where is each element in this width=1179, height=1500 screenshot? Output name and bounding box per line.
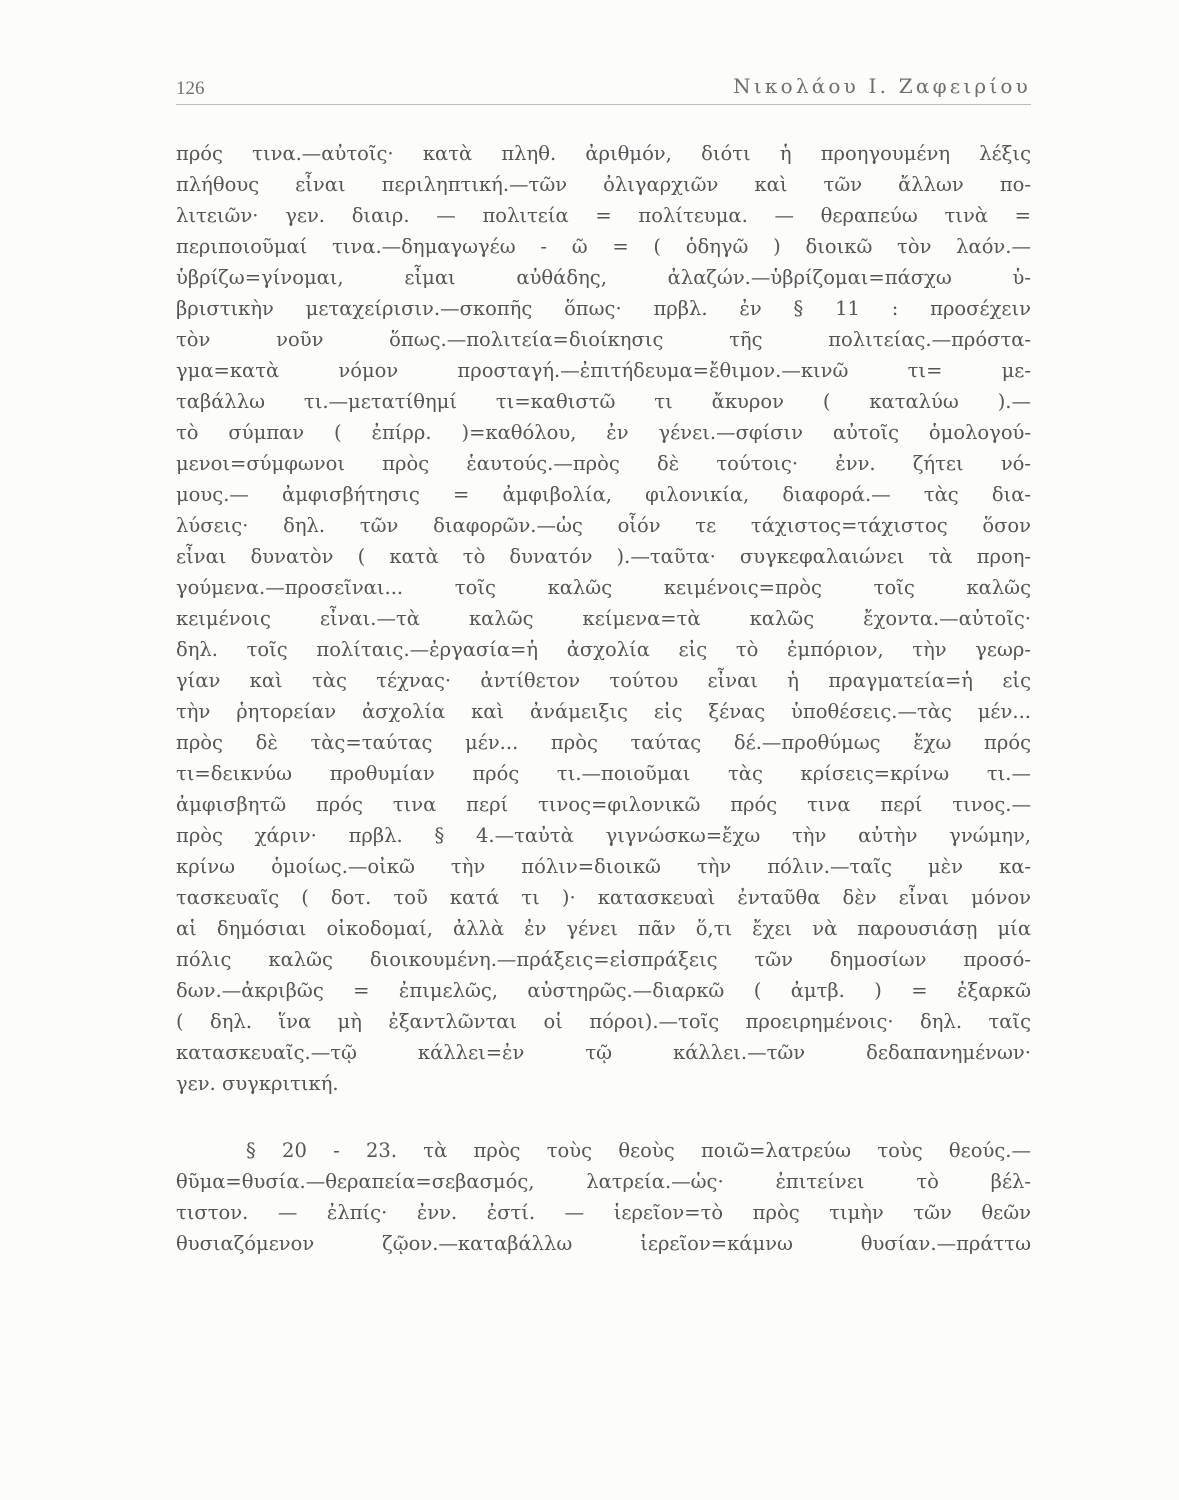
text-line: δων.—ἀκριβῶς = ἐπιμελῶς, αὐστηρῶς.—διαρκῶ ( ἀμτβ. ) = ἐξαρκῶ bbox=[176, 979, 1031, 1002]
text-line: τὴν ῥητορείαν ἀσχολία καὶ ἀνάμειξις εἰς ξένας ὑποθέσεις.—τὰς μέν... bbox=[176, 700, 1031, 723]
running-head bbox=[176, 74, 1031, 105]
text-line: ( δηλ. ἵνα μὴ ἐξαντλῶνται οἱ πόροι).—τοῖς προειρημένοις· δηλ. ταῖς bbox=[176, 1010, 1031, 1033]
text-line: μενοι=σύμφωνοι πρὸς ἑαυτούς.—πρὸς δὲ τούτοις· ἐνν. ζήτει νό- bbox=[176, 452, 1031, 475]
text-line: πρὸς χάριν· πρβλ. § 4.—ταὐτὰ γιγνώσκω=ἔχω τὴν αὐτὴν γνώμην, bbox=[176, 824, 1031, 847]
page-number: 126 bbox=[176, 78, 205, 99]
text-line: πόλις καλῶς διοικουμένη.—πράξεις=εἰσπράξεις τῶν δημοσίων προσό- bbox=[176, 948, 1031, 971]
text-line: ταβάλλω τι.—μετατίθημί τι=καθιστῶ τι ἄκυρον ( καταλύω ).— bbox=[176, 390, 1031, 413]
text-line: ὑβρίζω=γίνομαι, εἶμαι αὐθάδης, ἀλαζών.—ὑβρίζομαι=πάσχω ὑ- bbox=[176, 266, 1031, 289]
text-line: βριστικὴν μεταχείρισιν.—σκοπῆς ὅπως· πρβλ. ἐν § 11 : προσέχειν bbox=[176, 297, 1031, 320]
text-line: τὸ σύμπαν ( ἐπίρρ. )=καθόλου, ἐν γένει.—σφίσιν αὐτοῖς ὁμολογού- bbox=[176, 421, 1031, 444]
text-line: θυσιαζόμενον ζῷον.—καταβάλλω ἱερεῖον=κάμνω θυσίαν.—πράττω bbox=[176, 1232, 1031, 1255]
paragraph-1 bbox=[176, 138, 1031, 1099]
text-line: τὸν νοῦν ὅπως.—πολιτεία=διοίκησις τῆς πολιτείας.—πρόστα- bbox=[176, 328, 1031, 351]
text-line: ἀμφισβητῶ πρός τινα περί τινος=φιλονικῶ πρός τινα περί τινος.— bbox=[176, 793, 1031, 816]
text-line: κατασκευαῖς.—τῷ κάλλει=ἐν τῷ κάλλει.—τῶν δεδαπανημένων· bbox=[176, 1041, 1031, 1064]
paragraph-2 bbox=[176, 1135, 1031, 1259]
commentary-text bbox=[176, 138, 1031, 1259]
text-line: γίαν καὶ τὰς τέχνας· ἀντίθετον τούτου εἶναι ἡ πραγματεία=ἡ εἰς bbox=[176, 669, 1031, 692]
text-line: πλήθους εἶναι περιληπτική.—τῶν ὀλιγαρχιῶν καὶ τῶν ἄλλων πο- bbox=[176, 173, 1031, 196]
text-line: μους.— ἀμφισβήτησις = ἀμφιβολία, φιλονικία, διαφορά.— τὰς δια- bbox=[176, 483, 1031, 506]
text-line: αἱ δημόσιαι οἰκοδομαί, ἀλλὰ ἐν γένει πᾶν ὅ,τι ἔχει νὰ παρουσιάσῃ μία bbox=[176, 917, 1031, 940]
text-line: λιτειῶν· γεν. διαιρ. — πολιτεία = πολίτευμα. — θεραπεύω τινὰ = bbox=[176, 204, 1031, 227]
text-line: πρὸς δὲ τὰς=ταύτας μέν... πρὸς ταύτας δέ.—προθύμως ἔχω πρός bbox=[176, 731, 1031, 754]
text-line: τιστον. — ἐλπίς· ἐνν. ἐστί. — ἱερεῖον=τὸ πρὸς τιμὴν τῶν θεῶν bbox=[176, 1201, 1031, 1224]
text-line: τασκευαῖς ( δοτ. τοῦ κατά τι )· κατασκευαὶ ἐνταῦθα δὲν εἶναι μόνον bbox=[176, 886, 1031, 909]
text-line: δηλ. τοῖς πολίταις.—ἐργασία=ἡ ἀσχολία εἰς τὸ ἐμπόριον, τὴν γεωρ- bbox=[176, 638, 1031, 661]
text-line: § 20 - 23. τὰ πρὸς τοὺς θεοὺς ποιῶ=λατρεύω τοὺς θεούς.— bbox=[246, 1139, 1031, 1162]
text-line: πρός τινα.—αὐτοῖς· κατὰ πληθ. ἀριθμόν, διότι ἡ προηγουμένη λέξις bbox=[176, 142, 1031, 165]
text-line: λύσεις· δηλ. τῶν διαφορῶν.—ὡς οἷόν τε τάχιστος=τάχιστος ὅσον bbox=[176, 514, 1031, 537]
text-line: τι=δεικνύω προθυμίαν πρός τι.—ποιοῦμαι τὰς κρίσεις=κρίνω τι.— bbox=[176, 762, 1031, 785]
text-line: γούμενα.—προσεῖναι... τοῖς καλῶς κειμένοις=πρὸς τοῖς καλῶς bbox=[176, 576, 1031, 599]
text-line: κειμένοις εἶναι.—τὰ καλῶς κείμενα=τὰ καλῶς ἔχοντα.—αὐτοῖς· bbox=[176, 607, 1031, 630]
running-title: Νικολάου Ι. Ζαφειρίου bbox=[733, 74, 1031, 98]
paragraph-gap bbox=[176, 1099, 1031, 1135]
text-line: εἶναι δυνατὸν ( κατὰ τὸ δυνατόν ).—ταῦτα· συγκεφαλαιώνει τὰ προη- bbox=[176, 545, 1031, 568]
text-line: περιποιοῦμαί τινα.—δημαγωγέω - ῶ = ( ὁδηγῶ ) διοικῶ τὸν λαόν.— bbox=[176, 235, 1031, 258]
text-line: γεν. συγκριτική. bbox=[176, 1072, 339, 1095]
text-line: θῦμα=θυσία.—θεραπεία=σεβασμός, λατρεία.—ὡς· ἐπιτείνει τὸ βέλ- bbox=[176, 1170, 1031, 1193]
text-line: γμα=κατὰ νόμον προσταγή.—ἐπιτήδευμα=ἔθιμον.—κινῶ τι= με- bbox=[176, 359, 1031, 382]
text-line: κρίνω ὁμοίως.—οἰκῶ τὴν πόλιν=διοικῶ τὴν πόλιν.—ταῖς μὲν κα- bbox=[176, 855, 1031, 878]
